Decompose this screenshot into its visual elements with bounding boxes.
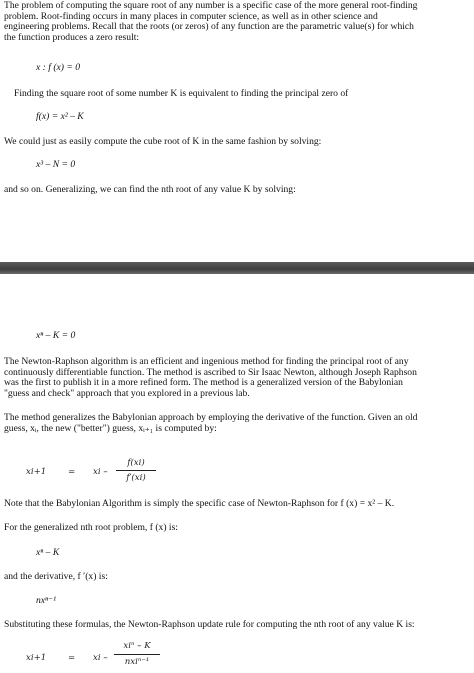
formula2-xi: xi – [93,653,108,663]
babylon-line-2: guess, xᵢ, the new ("better") guess, xᵢ₊₁ is computed by: [4,422,217,434]
document-page-top [0,0,474,262]
substituting-text: Substituting these formulas, the Newton-Raphson update rule for computing the nth root of any value K is: [4,619,415,630]
formula1-xi: xi – [93,467,108,477]
formula2-numerator: xiⁿ – K [123,641,151,651]
generalizing-text: and so on. Generalizing, we can find the nth root of any value K by solving: [4,184,296,195]
document-page-bottom [0,274,474,673]
formula2-lhs: xi+1 [26,653,47,663]
page-divider [0,262,474,274]
formula1-numerator: f(xi) [127,458,145,468]
equation-fx: xⁿ – K [36,547,60,558]
generalized-text: For the generalized nth root problem, f (x) is: [4,522,178,533]
equation-root: x : f (x) = 0 [36,62,81,73]
note-text: Note that the Babylonian Algorithm is simply the specific case of Newton-Raphson for f (x) = x² – K. [4,498,395,509]
cube-root-text: We could just as easily compute the cube root of K in the same fashion by solving: [4,136,322,147]
equation-cube: x³ – N = 0 [36,159,76,170]
intro-line-3: engineering problems. Recall that the roots (or zeros) of any function are the parametric value(s) for which [4,21,414,32]
derivative-text: and the derivative, f ′(x) is: [4,571,108,582]
square-root-text: Finding the square root of some number K is equivalent to finding the principal zero of [14,88,349,99]
newton-line-2: continuously differentiable function. The method is ascribed to Sir Isaac Newton, although Joseph Raphson [4,366,417,378]
newton-line-3: was the first to publish it in a more refined form. The method is a generalized version of the Babylonian [4,377,403,388]
formula1-denominator: f′(xi) [126,473,146,483]
babylon-line-1: The method generalizes the Babylonian approach by employing the derivative of the function. Given an old [4,412,418,423]
intro-line-1: The problem of computing the square root of any number is a specific case of the more general root-finding [4,0,418,11]
newton-line-4: "guess and check" approach that you explored in a previous lab. [4,387,250,399]
formula1-lhs: xi+1 [26,467,47,477]
intro-line-2: problem. Root-finding occurs in many places in computer science, as well as in other science and [4,10,378,22]
equation-square: f(x) = x² – K [36,111,84,122]
formula2-denominator: nxiⁿ⁻¹ [124,657,150,667]
intro-line-4: the function produces a zero result: [4,31,140,43]
newton-line-1: The Newton-Raphson algorithm is an efficient and ingenious method for finding the principal root of any [4,356,409,367]
formula2-fraction-bar [114,654,160,655]
formula2-equals: = [68,653,76,663]
formula1-equals: = [68,467,76,477]
formula1-fraction-bar [116,470,156,471]
equation-derivative: nxⁿ⁻¹ [36,595,57,606]
equation-nth: xⁿ – K = 0 [36,330,76,341]
